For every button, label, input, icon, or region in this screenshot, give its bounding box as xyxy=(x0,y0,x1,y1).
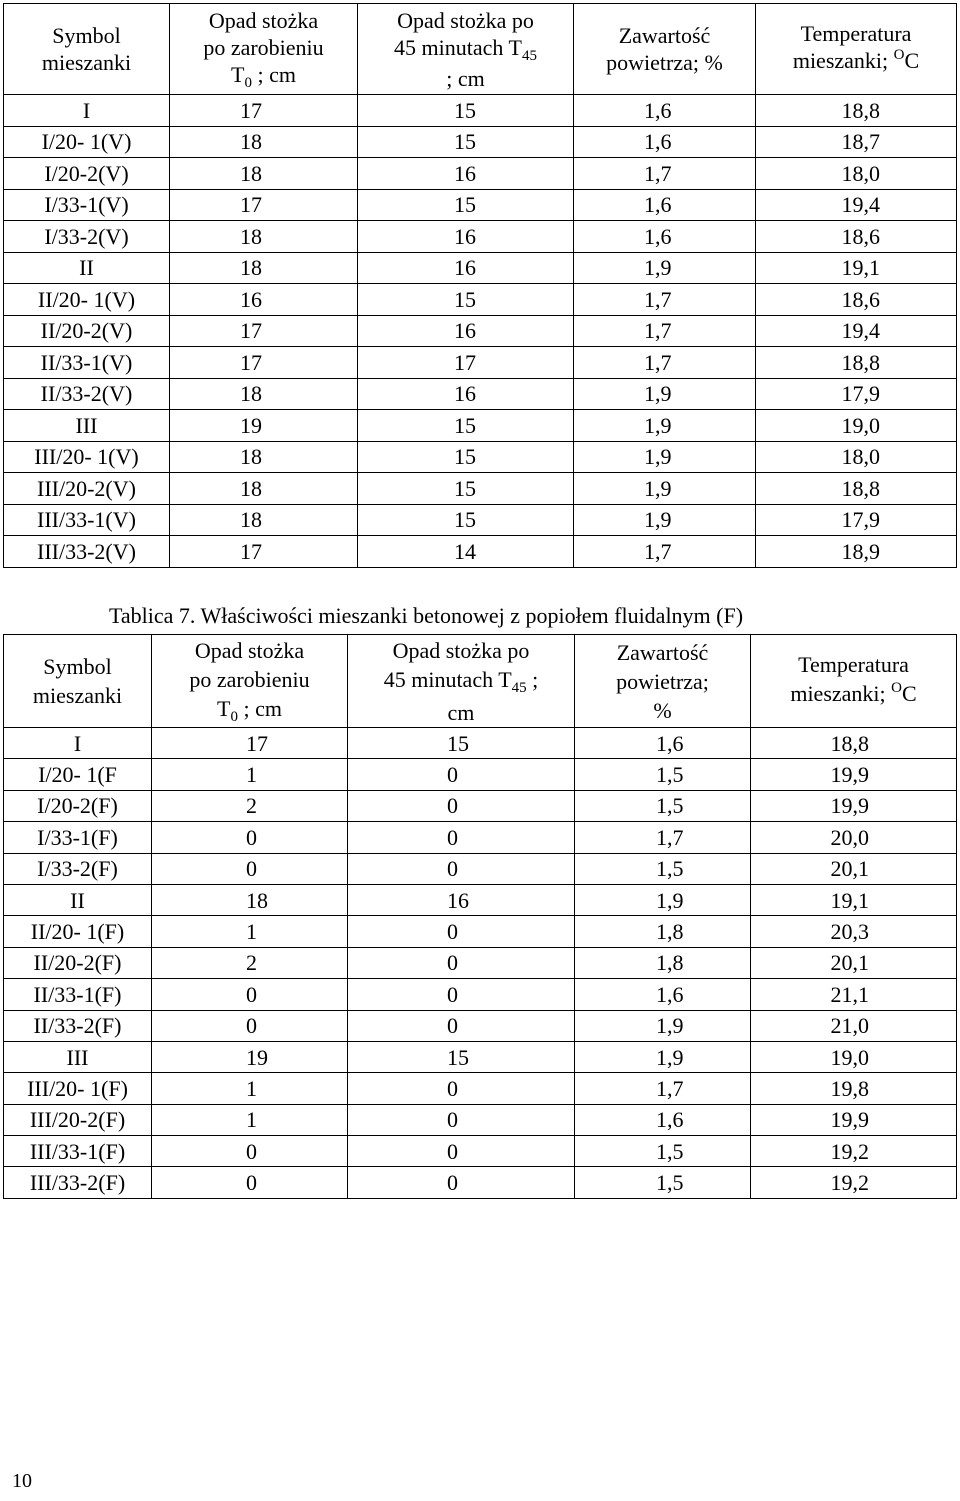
cell-symbol: II/33-2(F) xyxy=(4,1010,152,1041)
table-row xyxy=(4,126,957,158)
cell-air-content: 1,8 xyxy=(575,916,751,947)
cell-slump-t0: 17 xyxy=(170,315,358,347)
cell-slump-t45: 0 xyxy=(348,1167,575,1198)
table-row xyxy=(4,1073,957,1104)
cell-symbol: III/20- 1(V) xyxy=(4,441,170,473)
table-row xyxy=(4,410,957,442)
table-row xyxy=(4,221,957,253)
cell-air-content: 1,6 xyxy=(574,189,756,221)
cell-symbol: III xyxy=(4,410,170,442)
cell-symbol: I/20- 1(F xyxy=(4,759,152,790)
cell-air-content: 1,7 xyxy=(574,284,756,316)
table-row xyxy=(4,1104,957,1135)
table-row xyxy=(4,536,957,568)
cell-air-content: 1,9 xyxy=(574,252,756,284)
cell-temperature: 19,0 xyxy=(751,1041,957,1072)
cell-symbol: II/20-2(F) xyxy=(4,947,152,978)
cell-air-content: 1,9 xyxy=(574,378,756,410)
cell-air-content: 1,9 xyxy=(574,473,756,505)
cell-slump-t0: 19 xyxy=(170,410,358,442)
cell-temperature: 18,8 xyxy=(756,95,957,127)
cell-symbol: I/20- 1(V) xyxy=(4,126,170,158)
cell-temperature: 18,8 xyxy=(756,347,957,379)
cell-temperature: 19,2 xyxy=(751,1136,957,1167)
cell-slump-t45: 0 xyxy=(348,1104,575,1135)
cell-slump-t45: 0 xyxy=(348,759,575,790)
header-air-content: Zawartość powietrza; % xyxy=(575,635,751,728)
cell-slump-t45: 16 xyxy=(358,315,574,347)
cell-symbol: II/20-2(V) xyxy=(4,315,170,347)
cell-symbol: II xyxy=(4,884,152,915)
cell-slump-t0: 1 xyxy=(152,1073,348,1104)
cell-symbol: I/33-1(F) xyxy=(4,822,152,853)
cell-air-content: 1,9 xyxy=(575,1041,751,1072)
header-slump-t45: Opad stożka po 45 minutach $T_{45}$ ; cm xyxy=(348,635,575,728)
cell-air-content: 1,9 xyxy=(575,884,751,915)
cell-temperature: 19,9 xyxy=(751,759,957,790)
cell-temperature: 19,9 xyxy=(751,1104,957,1135)
header-temperature: Temperatura mieszanki; $^O$C xyxy=(756,4,957,95)
cell-air-content: 1,7 xyxy=(574,347,756,379)
cell-slump-t0: 0 xyxy=(152,822,348,853)
cell-air-content: 1,6 xyxy=(574,221,756,253)
cell-temperature: 20,3 xyxy=(751,916,957,947)
cell-symbol: III/33-1(V) xyxy=(4,504,170,536)
table-row xyxy=(4,378,957,410)
table-row xyxy=(4,1010,957,1041)
cell-air-content: 1,5 xyxy=(575,759,751,790)
cell-air-content: 1,6 xyxy=(574,126,756,158)
cell-slump-t0: 0 xyxy=(152,1136,348,1167)
cell-temperature: 19,1 xyxy=(756,252,957,284)
cell-temperature: 18,8 xyxy=(751,728,957,759)
cell-slump-t0: 18 xyxy=(170,126,358,158)
cell-symbol: I/20-2(F) xyxy=(4,790,152,821)
cell-symbol: I/20-2(V) xyxy=(4,158,170,190)
cell-slump-t0: 17 xyxy=(170,95,358,127)
cell-slump-t45: 15 xyxy=(348,728,575,759)
cell-symbol: II/20- 1(V) xyxy=(4,284,170,316)
cell-slump-t0: 18 xyxy=(170,473,358,505)
cell-temperature: 19,2 xyxy=(751,1167,957,1198)
cell-slump-t45: 0 xyxy=(348,979,575,1010)
cell-temperature: 19,0 xyxy=(756,410,957,442)
cell-temperature: 20,1 xyxy=(751,947,957,978)
cell-slump-t45: 15 xyxy=(358,126,574,158)
cell-air-content: 1,8 xyxy=(575,947,751,978)
cell-temperature: 20,0 xyxy=(751,822,957,853)
cell-slump-t45: 15 xyxy=(348,1041,575,1072)
table-row xyxy=(4,916,957,947)
cell-air-content: 1,9 xyxy=(574,504,756,536)
cell-slump-t0: 17 xyxy=(170,347,358,379)
cell-temperature: 19,9 xyxy=(751,790,957,821)
cell-slump-t45: 0 xyxy=(348,853,575,884)
cell-symbol: II/20- 1(F) xyxy=(4,916,152,947)
cell-slump-t0: 18 xyxy=(170,441,358,473)
cell-slump-t45: 0 xyxy=(348,916,575,947)
cell-symbol: III xyxy=(4,1041,152,1072)
cell-slump-t45: 16 xyxy=(348,884,575,915)
cell-air-content: 1,5 xyxy=(575,790,751,821)
cell-slump-t0: 17 xyxy=(152,728,348,759)
table-row xyxy=(4,95,957,127)
cell-symbol: III/33-2(F) xyxy=(4,1167,152,1198)
cell-slump-t45: 15 xyxy=(358,284,574,316)
cell-symbol: I xyxy=(4,728,152,759)
cell-air-content: 1,7 xyxy=(574,158,756,190)
cell-slump-t0: 18 xyxy=(170,252,358,284)
table-row xyxy=(4,853,957,884)
cell-air-content: 1,5 xyxy=(575,853,751,884)
cell-symbol: I/33-2(V) xyxy=(4,221,170,253)
table-row xyxy=(4,1167,957,1198)
cell-slump-t0: 1 xyxy=(152,916,348,947)
cell-slump-t45: 0 xyxy=(348,790,575,821)
table-row xyxy=(4,1136,957,1167)
cell-slump-t45: 17 xyxy=(358,347,574,379)
table-row xyxy=(4,252,957,284)
cell-symbol: III/20- 1(F) xyxy=(4,1073,152,1104)
cell-temperature: 18,6 xyxy=(756,284,957,316)
cell-temperature: 18,9 xyxy=(756,536,957,568)
cell-slump-t0: 0 xyxy=(152,1010,348,1041)
cell-temperature: 19,8 xyxy=(751,1073,957,1104)
cell-temperature: 17,9 xyxy=(756,504,957,536)
cell-slump-t45: 0 xyxy=(348,822,575,853)
cell-air-content: 1,6 xyxy=(575,979,751,1010)
table-7-caption: Tablica 7. Właściwości mieszanki betonowej z popiołem fluidalnym (F) xyxy=(109,603,744,628)
cell-slump-t45: 15 xyxy=(358,95,574,127)
table-row xyxy=(4,158,957,190)
table-row xyxy=(4,315,957,347)
cell-air-content: 1,7 xyxy=(574,536,756,568)
table-row xyxy=(4,759,957,790)
table-7-properties-f xyxy=(3,634,957,1199)
cell-air-content: 1,7 xyxy=(575,822,751,853)
cell-slump-t45: 15 xyxy=(358,441,574,473)
cell-slump-t45: 15 xyxy=(358,473,574,505)
header-air-content: Zawartość powietrza; % xyxy=(574,4,756,95)
cell-temperature: 18,8 xyxy=(756,473,957,505)
cell-slump-t0: 18 xyxy=(170,504,358,536)
cell-air-content: 1,6 xyxy=(575,728,751,759)
cell-slump-t0: 2 xyxy=(152,790,348,821)
cell-slump-t0: 0 xyxy=(152,853,348,884)
cell-slump-t0: 2 xyxy=(152,947,348,978)
cell-temperature: 18,7 xyxy=(756,126,957,158)
cell-symbol: I/33-1(V) xyxy=(4,189,170,221)
cell-slump-t45: 16 xyxy=(358,221,574,253)
cell-slump-t0: 18 xyxy=(152,884,348,915)
cell-temperature: 20,1 xyxy=(751,853,957,884)
cell-slump-t45: 14 xyxy=(358,536,574,568)
cell-symbol: II/33-2(V) xyxy=(4,378,170,410)
table-row xyxy=(4,979,957,1010)
cell-symbol: III/20-2(V) xyxy=(4,473,170,505)
page-number: 10 xyxy=(12,1470,32,1492)
header-symbol: Symbol mieszanki xyxy=(4,635,152,728)
cell-slump-t0: 0 xyxy=(152,979,348,1010)
cell-air-content: 1,6 xyxy=(575,1104,751,1135)
table-row xyxy=(4,189,957,221)
table-row xyxy=(4,728,957,759)
header-slump-t45: Opad stożka po 45 minutach $T_{45}$ ; cm xyxy=(358,4,574,95)
cell-slump-t0: 1 xyxy=(152,759,348,790)
header-temperature: Temperatura mieszanki; $^O$C xyxy=(751,635,957,728)
cell-air-content: 1,9 xyxy=(575,1010,751,1041)
cell-slump-t45: 16 xyxy=(358,158,574,190)
cell-slump-t45: 15 xyxy=(358,410,574,442)
cell-slump-t45: 0 xyxy=(348,947,575,978)
cell-temperature: 18,6 xyxy=(756,221,957,253)
cell-symbol: III/33-1(F) xyxy=(4,1136,152,1167)
cell-slump-t0: 0 xyxy=(152,1167,348,1198)
cell-slump-t0: 19 xyxy=(152,1041,348,1072)
table-row xyxy=(4,347,957,379)
cell-symbol: II/33-1(V) xyxy=(4,347,170,379)
cell-symbol: III/20-2(F) xyxy=(4,1104,152,1135)
cell-air-content: 1,5 xyxy=(575,1167,751,1198)
cell-temperature: 21,1 xyxy=(751,979,957,1010)
cell-temperature: 19,1 xyxy=(751,884,957,915)
table-row xyxy=(4,947,957,978)
table-6-properties-v xyxy=(3,3,957,568)
table-row xyxy=(4,1041,957,1072)
cell-slump-t45: 0 xyxy=(348,1136,575,1167)
header-slump-t0: Opad stożka po zarobieniu $T_0$ ; cm xyxy=(170,4,358,95)
cell-symbol: II/33-1(F) xyxy=(4,979,152,1010)
table-row xyxy=(4,884,957,915)
cell-slump-t45: 0 xyxy=(348,1073,575,1104)
cell-slump-t45: 16 xyxy=(358,378,574,410)
cell-symbol: III/33-2(V) xyxy=(4,536,170,568)
table-row xyxy=(4,284,957,316)
cell-air-content: 1,9 xyxy=(574,441,756,473)
table-row xyxy=(4,441,957,473)
cell-air-content: 1,7 xyxy=(575,1073,751,1104)
cell-air-content: 1,5 xyxy=(575,1136,751,1167)
cell-slump-t0: 18 xyxy=(170,378,358,410)
cell-air-content: 1,9 xyxy=(574,410,756,442)
cell-slump-t0: 18 xyxy=(170,221,358,253)
cell-slump-t45: 0 xyxy=(348,1010,575,1041)
cell-temperature: 19,4 xyxy=(756,315,957,347)
cell-symbol: I/33-2(F) xyxy=(4,853,152,884)
header-slump-t0: Opad stożka po zarobieniu $T_0$ ; cm xyxy=(152,635,348,728)
cell-slump-t45: 15 xyxy=(358,189,574,221)
cell-air-content: 1,6 xyxy=(574,95,756,127)
table-header-row xyxy=(4,635,957,728)
header-symbol: Symbol mieszanki xyxy=(4,4,170,95)
cell-temperature: 21,0 xyxy=(751,1010,957,1041)
table-row xyxy=(4,790,957,821)
cell-slump-t45: 16 xyxy=(358,252,574,284)
cell-slump-t0: 16 xyxy=(170,284,358,316)
cell-temperature: 17,9 xyxy=(756,378,957,410)
cell-slump-t0: 18 xyxy=(170,158,358,190)
cell-air-content: 1,7 xyxy=(574,315,756,347)
cell-slump-t0: 1 xyxy=(152,1104,348,1135)
cell-temperature: 19,4 xyxy=(756,189,957,221)
table-row xyxy=(4,822,957,853)
cell-slump-t0: 17 xyxy=(170,189,358,221)
cell-symbol: II xyxy=(4,252,170,284)
table-row xyxy=(4,473,957,505)
cell-temperature: 18,0 xyxy=(756,441,957,473)
table-row xyxy=(4,504,957,536)
cell-symbol: I xyxy=(4,95,170,127)
cell-temperature: 18,0 xyxy=(756,158,957,190)
table-header-row xyxy=(4,4,957,95)
cell-slump-t45: 15 xyxy=(358,504,574,536)
cell-slump-t0: 17 xyxy=(170,536,358,568)
